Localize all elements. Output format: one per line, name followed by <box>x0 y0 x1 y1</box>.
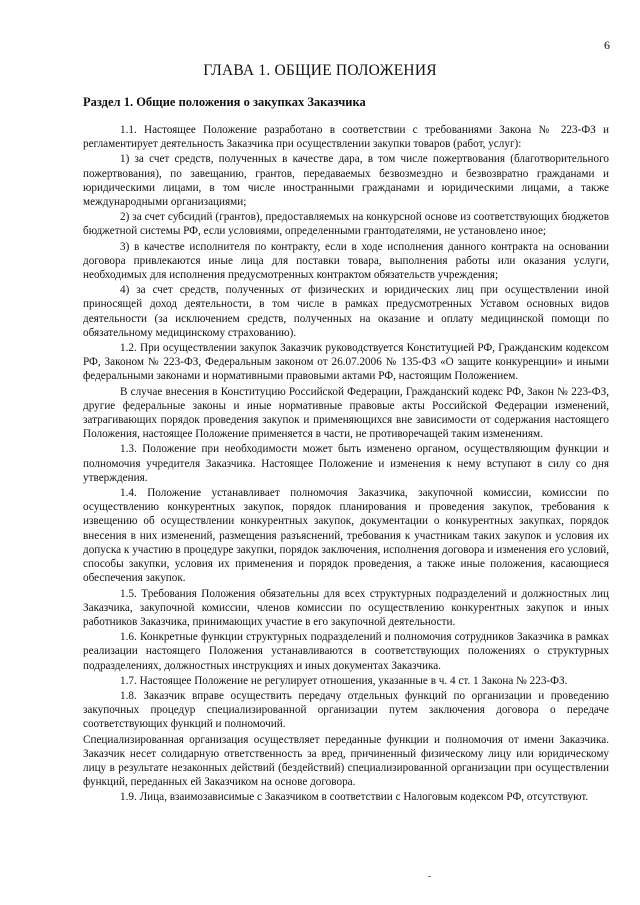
paragraph-1-9: 1.9. Лица, взаимозависимые с Заказчиком в соответствии с Налоговым кодексом РФ, отсутствуют. <box>120 791 589 804</box>
paragraph-1-7: 1.7. Настоящее Положение не регулирует отношения, указанные в ч. 4 ст. 1 Закона № 223-ФЗ. <box>120 674 568 687</box>
paragraph-1-8-specialized-org: Специализированная организация осуществляет переданные функции и полномочия от имени Заказчика. Заказчик несет солидарную ответственность за вред, причиненный физическому лицу или юридическому лицу в результате незаконных действий (бездействий) специализированной организации при осуществлении функций, переданных ей Заказчиком на основе договора. <box>83 733 609 789</box>
footer-mark <box>428 876 431 877</box>
chapter-title: ГЛАВА 1. ОБЩИЕ ПОЛОЖЕНИЯ <box>203 62 437 79</box>
paragraph-1-1-item-3: 3) в качестве исполнителя по контракту, если в ходе исполнения данного контракта на основании договора привлекаются иные лица для поставки товара, выполнения работы или оказания услуги, необходимых для исполнения предусмотренных контрактом обязательств учреждения; <box>83 240 609 282</box>
paragraph-1-2: 1.2. При осуществлении закупок Заказчик руководствуется Конституцией РФ, Гражданским кодексом РФ, Законом № 223-ФЗ, Федеральным законом от 26.07.2006 № 135-ФЗ «О защите конкуренции» и иными федеральными законами и нормативными правовыми актами РФ, настоящим Положением. <box>83 342 609 383</box>
paragraph-1-2-amendments: В случае внесения в Конституцию Российской Федерации, Гражданский кодекс РФ, Закон № 223-ФЗ, другие федеральные законы и иные нормативные правовые акты Российской Федерации изменений, затрагивающих порядок проведения закупок и применяющихся вне зависимости от содержания настоящего Положения, настоящее Положение применяется в части, не противоречащей таким изменениям. <box>83 385 609 441</box>
paragraph-1-1-item-1: 1) за счет средств, полученных в качестве дара, в том числе пожертвования (благотворительного пожертвования), по завещанию, грантов, передаваемых безвозмездно и безвозвратно гражданами и юридическими лицами, в том числе иностранными гражданами и юридическими лицами, а также международными организациями; <box>83 153 609 209</box>
body-text <box>83 123 609 806</box>
section-title: Раздел 1. Общие положения о закупках Заказчика <box>83 95 366 109</box>
paragraph-1-1-item-2: 2) за счет субсидий (грантов), предоставляемых на конкурсной основе из соответствующих бюджетов бюджетной системы РФ, если условиями, определенными грантодателями, не установлено иное; <box>83 211 609 238</box>
paragraph-1-5: 1.5. Требования Положения обязательны для всех структурных подразделений и должностных лиц Заказчика, закупочной комиссии, членов комиссии по осуществлению конкурентных закупок и иных работников Заказчика, принимающих участие в его закупочной деятельности. <box>83 587 609 628</box>
paragraph-1-8: 1.8. Заказчик вправе осуществить передачу отдельных функций по организации и проведению закупочных процедур специализированной организации путем заключения договора о передаче соответствующих функций и полномочий. <box>83 689 609 731</box>
paragraph-1-1-item-4: 4) за счет средств, полученных от физических и юридических лиц при осуществлении иной приносящей доход деятельности, в том числе в рамках предусмотренных Уставом основных видов деятельности (за исключением средств, полученных на оказание и оплату медицинской помощи по обязательному медицинскому страхованию). <box>83 284 609 339</box>
paragraph-1-4: 1.4. Положение устанавливает полномочия Заказчика, закупочной комиссии, комиссии по осуществлению конкурентных закупок, порядок планирования и проведения закупок, требования к извещению об осуществлении конкурентных закупок, документации о конкурентных закупках, порядок внесения в них изменений, размещения разъяснений, требования к участникам таких закупок и условия их допуска к участию в процедуре закупки, порядок заключения, исполнения договора и изменения его условий, способы закупки, условия их применения и порядок проведения, а также иные положения, касающиеся обеспечения закупок. <box>83 487 609 585</box>
page-number: 6 <box>604 38 610 52</box>
paragraph-1-1: 1.1. Настоящее Положение разработано в соответствии с требованиями Закона № 223-ФЗ и регламентирует деятельность Заказчика при осуществлении закупки товаров (работ, услуг): <box>83 124 609 151</box>
paragraph-1-6: 1.6. Конкретные функции структурных подразделений и полномочия сотрудников Заказчика в рамках реализации настоящего Положения устанавливаются в соответствующих положениях о структурных подразделениях, должностных инструкциях и иных документах Заказчика. <box>83 631 609 672</box>
paragraph-1-3: 1.3. Положение при необходимости может быть изменено органом, осуществляющим функции и полномочия учредителя Заказчика. Настоящее Положение и изменения к нему вступают в силу со дня утверждения. <box>83 443 609 484</box>
